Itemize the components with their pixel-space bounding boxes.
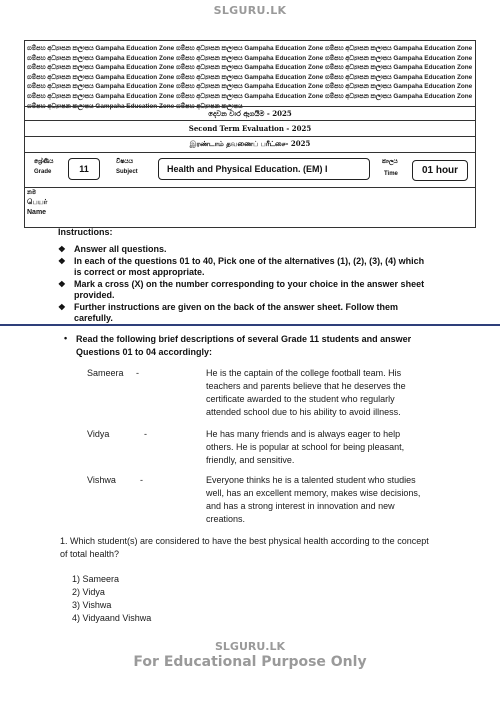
answer-option: 1) Sameera: [72, 574, 120, 584]
bullet-dot-icon: •: [64, 333, 68, 343]
subject-label-en: Subject: [116, 169, 138, 175]
instructions-title: Instructions:: [58, 227, 113, 237]
exam-title-tamil: இரண்டாம் தவணைப் பரீட்சை- 2025: [189, 139, 311, 148]
time-value-box: 01 hour: [412, 160, 468, 181]
diamond-bullet-icon: ❖: [58, 279, 66, 289]
grade-label-en: Grade: [34, 169, 52, 175]
section-divider: [0, 324, 500, 326]
time-label-en: Time: [384, 171, 398, 177]
student-dash: -: [140, 475, 143, 485]
name-label-en: Name: [27, 209, 47, 216]
student-dash: -: [144, 429, 147, 439]
instruction-item: ❖ Mark a cross (X) on the number corresponding to your choice in the answer sheet provided.: [58, 279, 425, 300]
grade-value-box: 11: [68, 158, 100, 180]
student-description: Everyone thinks he is a talented student who studies well, has an excellent memory, makes wise decisions, and has a strong interest in innovation and new creations.: [206, 475, 421, 524]
divider: [24, 152, 476, 153]
answer-option: 3) Vishwa: [72, 600, 112, 610]
student-description: He is the captain of the college football team. His teachers and parents believe that he deserves the certificate awarded to the student who regularly attended school due to his ability to avoid illness.: [206, 368, 406, 417]
diamond-bullet-icon: ❖: [58, 302, 66, 312]
student-name: Vishwa: [87, 475, 116, 485]
instruction-item: ❖ Answer all questions.: [58, 244, 167, 254]
answer-option: 4) Vidyaand Vishwa: [72, 613, 152, 623]
divider: [24, 136, 476, 137]
name-label-ta: பெயர்: [27, 199, 48, 206]
watermark-bottom-site: SLGURU.LK: [214, 640, 285, 653]
subject-label-si: විෂයය: [116, 159, 134, 165]
watermark-top: SLGURU.LK: [213, 4, 287, 17]
diamond-bullet-icon: ❖: [58, 244, 66, 254]
question-text: 1. Which student(s) are considered to have the best physical health according to the concept of total health?: [60, 536, 429, 559]
diamond-bullet-icon: ❖: [58, 256, 66, 266]
student-description: He has many friends and is always eager to help others. He is popular at school for being pleasant, friendly, and sensitive.: [206, 429, 405, 465]
exam-title-sinhala: දෙවන වාර ඇගයීම - 2025: [208, 109, 292, 118]
name-label-si: නම: [27, 190, 37, 196]
instruction-item: ❖ In each of the questions 01 to 40, Pick one of the alternatives (1), (2), (3), (4) which is correct or most appropriate.: [58, 256, 425, 277]
student-name: Vidya: [87, 429, 110, 439]
student-name: Sameera: [87, 368, 124, 378]
subject-value-box: Health and Physical Education. (EM) I: [158, 158, 370, 180]
watermark-bottom-note: For Educational Purpose Only: [133, 654, 367, 670]
student-dash: -: [136, 368, 139, 378]
divider: [24, 120, 476, 121]
exam-title-english: Second Term Evaluation - 2025: [188, 124, 312, 133]
passage-intro: • Read the following brief descriptions of several Grade 11 students and answer Questions 01 to 04 accordingly:: [64, 333, 412, 357]
grade-label-si: ශ්‍රේණිය: [34, 159, 54, 165]
answer-option: 2) Vidya: [72, 587, 105, 597]
time-label-si: කාලය: [382, 159, 398, 165]
divider: [24, 187, 476, 188]
education-zone-banner: ගම්පහ අධ්‍යාපන කලාපය Gampaha Education Zone ගම්පහ අධ්‍යාපන කලාපය Gampaha Education Zone ගම්පහ අධ්‍යාපන කලාපය Gampaha Education Zone ගම්පහ අධ්‍යාපන කලාපය Gampaha Education Zone ගම්පහ අධ්‍යාපන කලාපය Gampaha Education Zone ගම්පහ අධ්‍යාපන කලාපය Gampaha Education Zone ගම්පහ අධ්‍යාපන කලාපය Gampaha Education Zone ගම්පහ අධ්‍යාපන කලාපය Gampaha Education Zone ගම්පහ අධ්‍යාපන කලාපය Gampaha Education Zone ගම්පහ අධ්‍යාපන කලාපය Gampaha Education Zone ගම්පහ අධ්‍යාපන කලාපය Gampaha Education Zone ගම්පහ අධ්‍යාපන කලාපය Gampaha Education Zone ගම්පහ අධ්‍යාපන කලාපය Gampaha Education Zone ගම්පහ අධ්‍යාපන කලාපය Gampaha Education Zone ගම්පහ අධ්‍යාපන කලාපය Gampaha Education Zone ගම්පහ අධ්‍යාපන කලාපය Gampaha Education Zone ගම්පහ අධ්‍යාපන කලාපය Gampaha Education Zone ගම්පහ අධ්‍යාපන කලාපය Gampaha Education Zone ගම්පහ අධ්‍යාපන කලාපය Gampaha Education Zone ගම්පහ අධ්‍යාපන කලාපය: [27, 45, 473, 110]
instruction-item: ❖ Further instructions are given on the back of the answer sheet. Follow them carefully.: [58, 302, 399, 323]
divider: [24, 106, 476, 107]
